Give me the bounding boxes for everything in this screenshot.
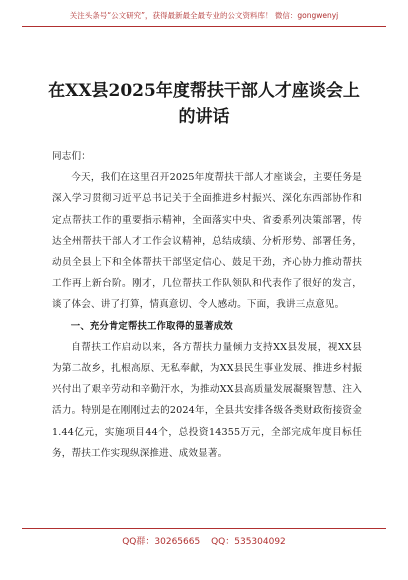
header-note: 关注头条号“公文研究”，获得最新最全最专业的公文资料库！ 微信：gongwenyj [69, 11, 339, 20]
section-heading: 一、充分肯定帮扶工作取得的显著成效 [70, 320, 233, 332]
footer [0, 534, 408, 547]
footer-qq: QQ：535304092 [211, 537, 286, 547]
salutation: 同志们： [52, 151, 91, 162]
document-body [52, 146, 362, 464]
section-paragraph: 自帮扶工作启动以来，各方帮扶力量倾力支持XX县发展，视XX县为第二故乡，扎根高原、无私奉献，为XX县民生事业发展、推进乡村振兴付出了艰辛劳动和辛勤汗水，为推动XX县高质量发展凝聚智慧、注入活力。特别是在刚刚过去的2024年，全县共安排各级各类财政衔接资金1.44亿元，实施项目44个，总投资14355万元，全部完成年度目标任务，帮扶工作实现纵深推进、成效显著。 [52, 341, 362, 459]
header-divider [22, 26, 386, 27]
intro-paragraph: 今天，我们在这里召开2025年度帮扶干部人才座谈会，主要任务是深入学习贯彻习近平总书记关于全面推进乡村振兴、深化东西部协作和定点帮扶工作的重要指示精神，全面落实中央、省委系列决策部署，传达全州帮扶干部人才工作会议精神，总结成绩、分析形势、部署任务，动员全县上下和全体帮扶干部坚定信心、鼓足干劲，齐心协力推动帮扶工作再上新台阶。刚才，几位帮扶工作队领队和代表作了很好的发言，谈了体会、讲了打算，情真意切、令人感动。下面，我讲三点意见。 [52, 172, 362, 311]
footer-qq-group: QQ群：30265665 [122, 537, 201, 547]
footer-divider [22, 528, 386, 529]
document-title: 在XX县2025年度帮扶干部人才座谈会上的讲话 [48, 81, 360, 127]
